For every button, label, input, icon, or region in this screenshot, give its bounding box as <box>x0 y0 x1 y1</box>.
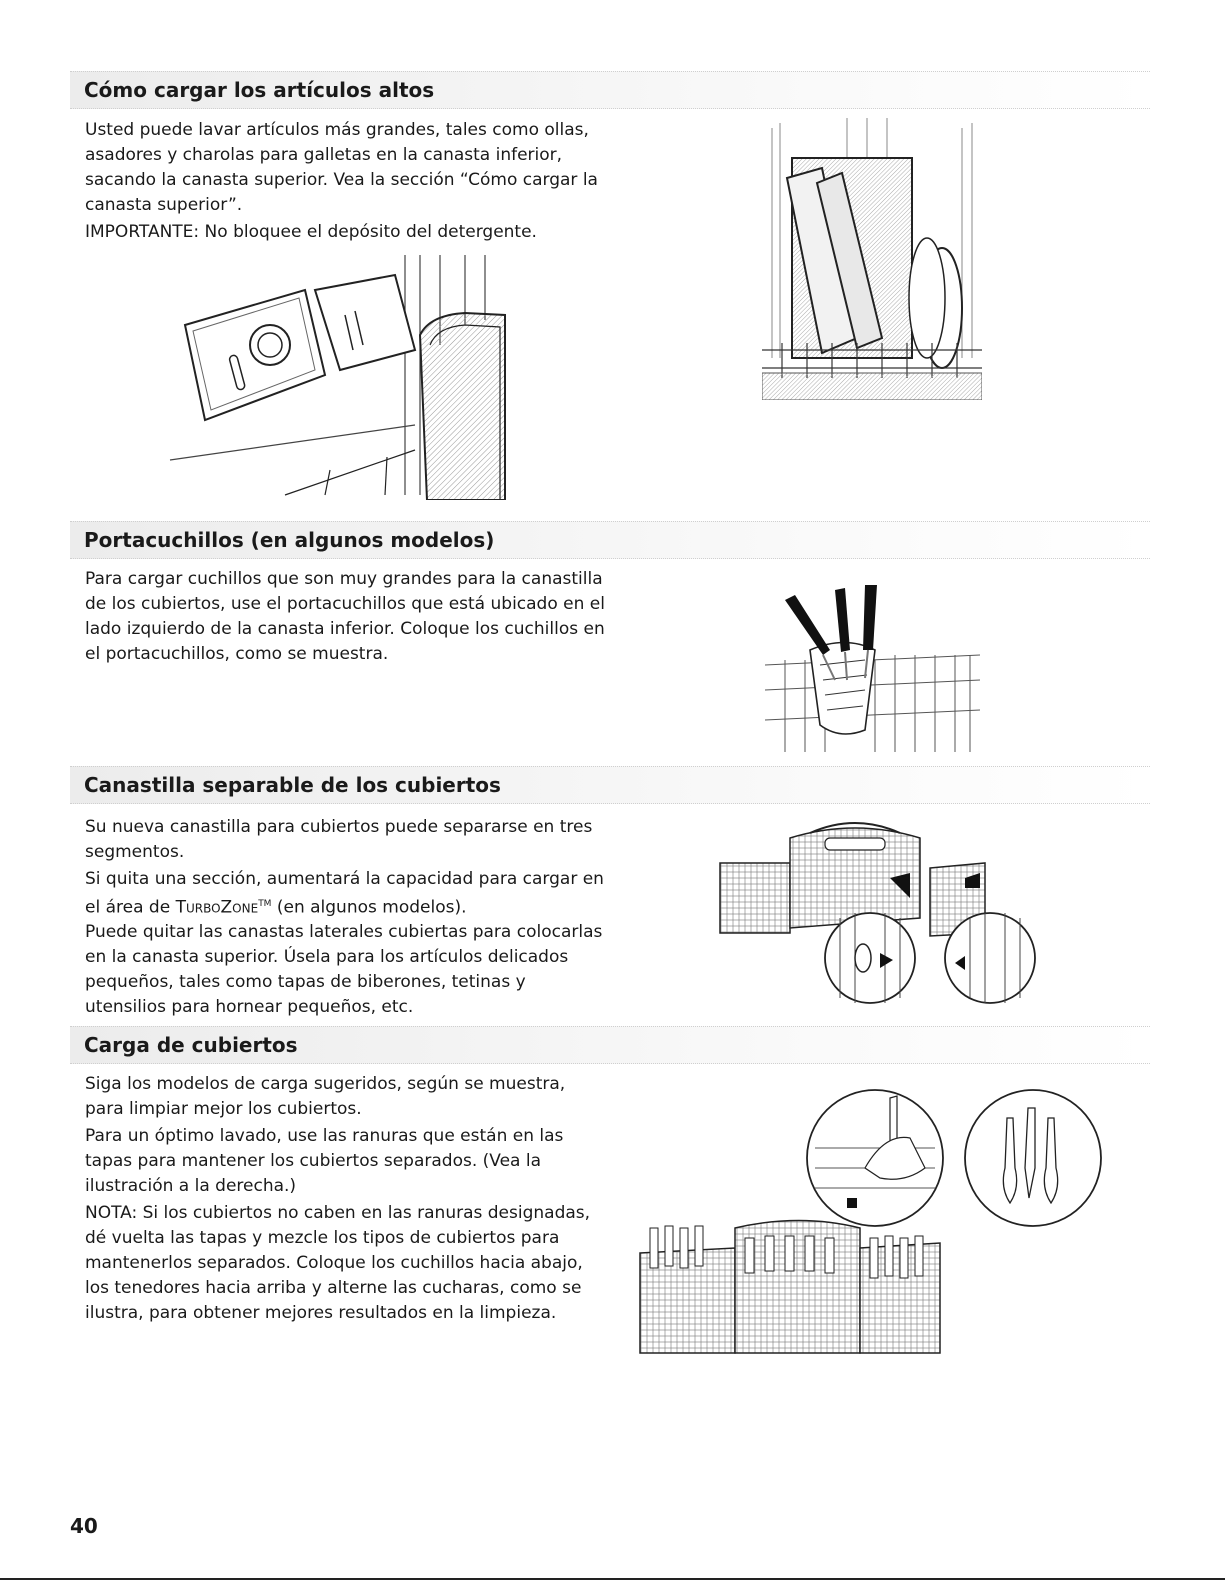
brand-turbozone: TurboZone <box>175 897 259 918</box>
knife-holder-illustration <box>765 580 980 752</box>
paragraph: Usted puede lavar artículos más grandes, tales como ollas, asadores y charolas para galletas en la canasta inferior, sacando la canasta superior. Vea la sección “Cómo cargar la canasta superior”. <box>85 120 598 215</box>
bottom-rule <box>0 1578 1225 1580</box>
paragraph: Para un óptimo lavado, use las ranuras que están en las tapas para mantener los cubiertos separados. (Vea la ilustración a la derecha.) <box>85 1126 564 1196</box>
paragraph: Para cargar cuchillos que son muy grandes para la canastilla de los cubiertos, use el portacuchillos que está ubicado en el lado izquierdo de la canasta inferior. Coloque los cuchillos en el portacuchillos, como se muestra. <box>85 569 605 664</box>
paragraph: Puede quitar las canastas laterales cubiertas para colocarlas en la canasta superior. Úsela para los artículos delicados pequeños, tales como tapas de biberones, tetinas y utensilios para hornear pequeños, etc. <box>85 922 603 1017</box>
paragraph: Siga los modelos de carga sugeridos, según se muestra, para limpiar mejor los cubiertos. <box>85 1074 566 1119</box>
paragraph-turbozone: Si quita una sección, aumentará la capacidad para cargar en el área de TurboZone™ (en algunos modelos). <box>85 869 604 918</box>
silverware-loading-illustration <box>635 1078 1105 1358</box>
section-title: Carga de cubiertos <box>84 1033 298 1057</box>
page-number: 40 <box>70 1514 98 1538</box>
section-title: Portacuchillos (en algunos modelos) <box>84 528 495 552</box>
paragraph: Su nueva canastilla para cubiertos puede separarse en tres segmentos. <box>85 817 593 862</box>
paragraph-note: NOTA: Si los cubiertos no caben en las ranuras designadas, dé vuelta las tapas y mezcle los tipos de cubiertos para mantenerlos separados. Coloque los cuchillos hacia abajo, los tenedores hacia arriba y alterne las cucharas, como se ilustra, para obtener mejores resultados en la limpieza. <box>85 1203 591 1323</box>
section-title: Cómo cargar los artículos altos <box>84 78 435 102</box>
section-header-silverware-loading <box>70 1026 1150 1064</box>
section-header-knife-holder <box>70 521 1150 559</box>
section-header-silverware-basket <box>70 766 1150 804</box>
detergent-dispenser-illustration <box>165 245 510 500</box>
section-title: Canastilla separable de los cubiertos <box>84 773 501 797</box>
separable-basket-illustration <box>715 818 1040 1008</box>
section-header-tall-items <box>70 71 1150 109</box>
tall-items-rack-illustration <box>762 118 982 400</box>
paragraph-important: IMPORTANTE: No bloquee el depósito del detergente. <box>85 222 537 242</box>
